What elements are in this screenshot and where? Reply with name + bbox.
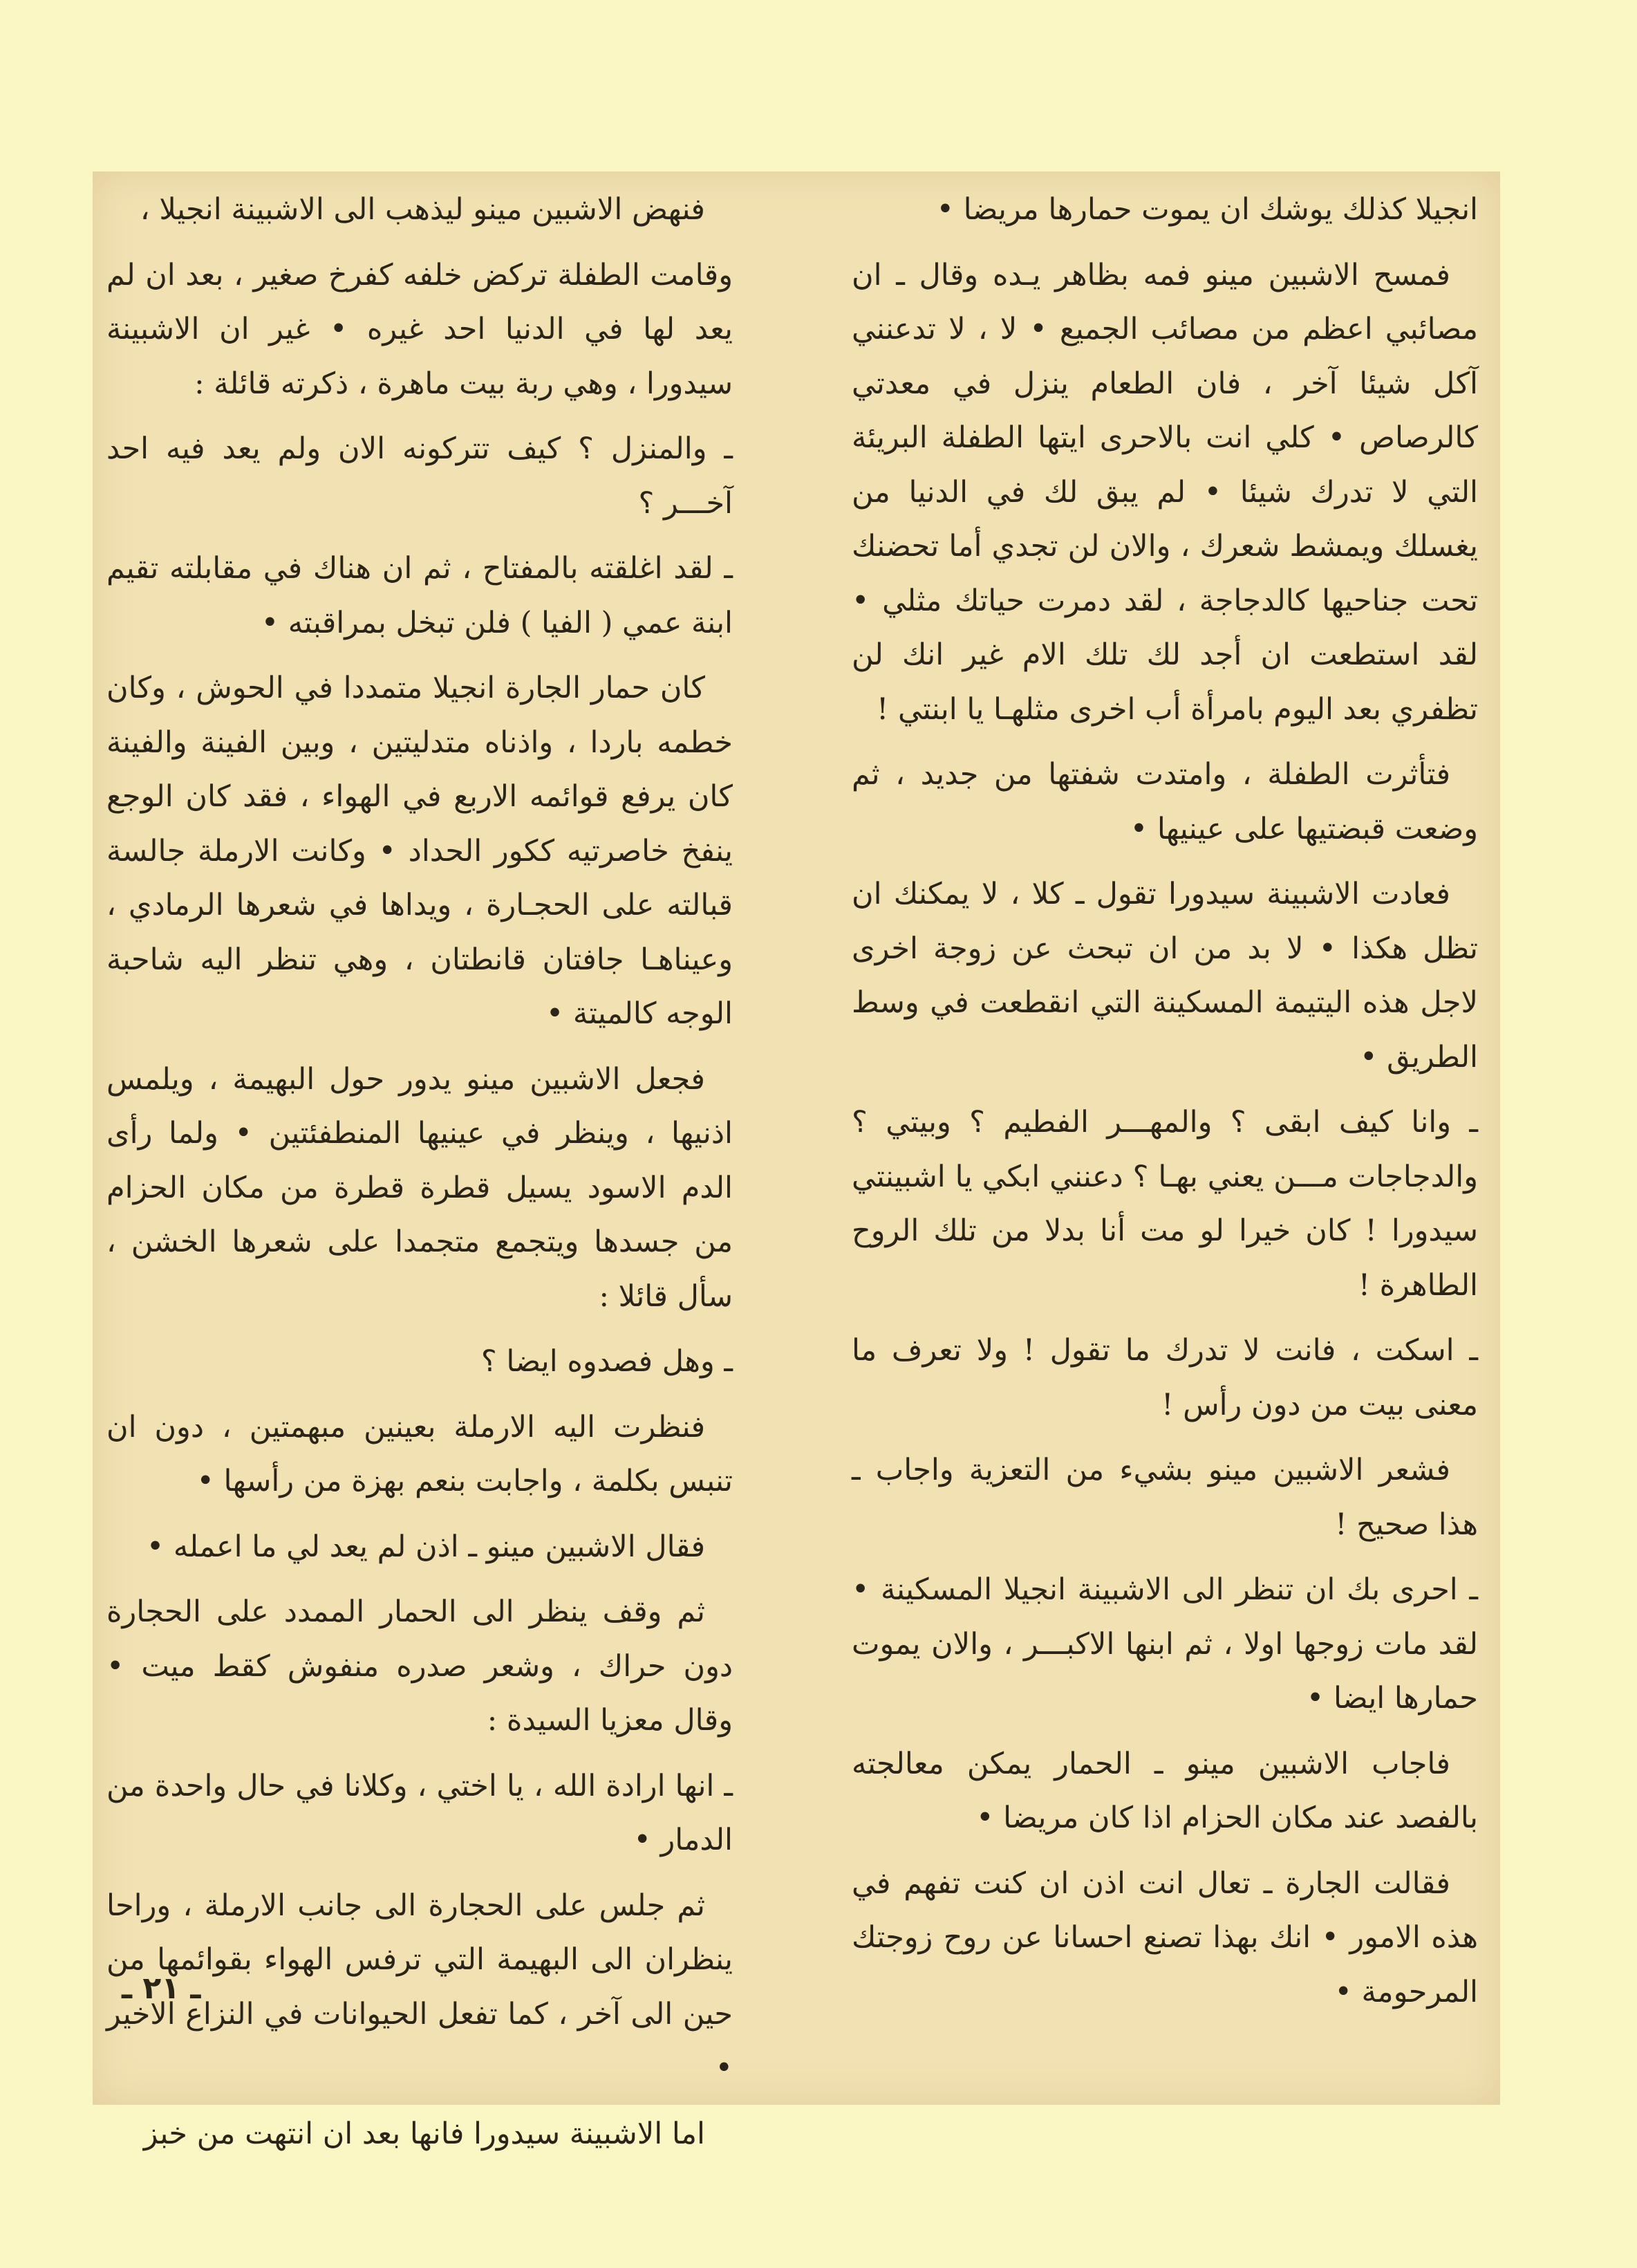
paragraph: فقالت الجارة ـ تعال انت اذن ان كنت تفهم في هذه الامور • انك بهذا تصنع احسانا عن روح زوجتك المرحومة • (852, 1866, 1478, 2009)
text-column-right (852, 183, 1478, 2030)
paragraph: فتأثرت الطفلة ، وامتدت شفتها من جديد ، ثم وضعت قبضتيها على عينيها • (852, 757, 1478, 846)
dialog-line: ـ والمنزل ؟ كيف تتركونه الان ولم يعد فيه احد آخـــر ؟ (106, 431, 733, 521)
dialog-line: ـ انها ارادة الله ، يا اختي ، وكلانا في حال واحدة من الدمار • (106, 1768, 733, 1857)
paragraph: فقال الاشبين مينو ـ اذن لم يعد لي ما اعمله • (146, 1529, 705, 1564)
paragraph: ثم وقف ينظر الى الحمار الممدد على الحجارة دون حراك ، وشعر صدره منفوش كقط ميت • وقال معزيا السيدة : (106, 1595, 733, 1738)
dialog-line: ـ وانا كيف ابقى ؟ والمهـــر الفطيم ؟ وبيتي ؟ والدجاجات مـــن يعني بهـا ؟ دعنني ابكي يا اشبينتي سيدورا ! كان خيرا لو مت أنا بدلا من تلك الروح الطاهرة ! (852, 1105, 1478, 1303)
dialog-line: ـ احرى بك ان تنظر الى الاشبينة انجيلا المسكينة • لقد مات زوجها اولا ، ثم ابنها الاكبـــر ، والان يموت حمارها ايضا • (852, 1572, 1478, 1716)
page-number: ـ ٢١ ـ (122, 1971, 201, 2006)
paragraph: اما الاشبينة سيدورا فانها بعد ان انتهت من خبز (143, 2116, 705, 2151)
paragraph: فجعل الاشبين مينو يدور حول البهيمة ، ويلمس اذنيها ، وينظر في عينيها المنطفئتين • ولما رأى الدم الاسود يسيل قطرة قطرة من مكان الحزام من جسدها ويتجمع متجمدا على شعرها الخشن ، سأل قائلا : (106, 1061, 733, 1314)
paragraph: كان حمار الجارة انجيلا متمددا في الحوش ، وكان خطمه باردا ، واذناه متدليتين ، وبين الفينة والفينة كان يرفع قوائمه الاربع في الهواء ، فقد كان الوجع ينفخ خاصرتيه ككور الحداد • وكانت الارملة جالسة قبالته على الحجـارة ، ويداها في شعرها الرمادي ، وعيناهـا جافتان قانطتان ، وهي تنظر اليه شاحبة الوجه كالميتة • (106, 671, 733, 1031)
dialog-line: ـ وهل فصدوه ايضا ؟ (480, 1344, 733, 1379)
dialog-line: ـ لقد اغلقته بالمفتاح ، ثم ان هناك في مقابلته تقيم ابنة عمي ( الفيا ) فلن تبخل بمراقبته • (106, 551, 733, 640)
paragraph: انجيلا كذلك يوشك ان يموت حمارها مريضا • (936, 192, 1478, 227)
paragraph: وقامت الطفلة تركض خلفه كفرخ صغير ، بعد ان لم يعد لها في الدنيا احد غيره • غير ان الاشبينة سيدورا ، وهي ربة بيت ماهرة ، ذكرته قائلة : (106, 257, 733, 401)
paragraph: ثم جلس على الحجارة الى جانب الارملة ، وراحا ينظران الى البهيمة التي ترفس الهواء بقوائمها من حين الى آخر ، كما تفعل الحيوانات في النزاع الاخير • (106, 1888, 733, 2085)
text-column-left (106, 183, 733, 2172)
paragraph: فنهض الاشبين مينو ليذهب الى الاشبينة انجيلا ، (140, 192, 705, 227)
paragraph: فمسح الاشبين مينو فمه بظاهر يـده وقال ـ ان مصائبي اعظم من مصائب الجميع • لا ، لا تدعنني آكل شيئا آخر ، فان الطعام ينزل في معدتي كالرصاص • كلي انت بالاحرى ايتها الطفلة البريئة التي لا تدرك شيئا • لم يبق لك في الدنيا من يغسلك ويمشط شعرك ، والان لن تجدي أما تحضنك تحت جناحيها كالدجاجة ، لقد دمرت حياتك مثلي • لقد استطعت ان أجد لك تلك الام غير انك لن تظفري بعد اليوم بامرأة أب اخرى مثلهـا يا ابنتي ! (852, 257, 1478, 727)
paragraph: فعادت الاشبينة سيدورا تقول ـ كلا ، لا يمكنك ان تظل هكذا • لا بد من ان تبحث عن زوجة اخرى لاجل هذه اليتيمة المسكينة التي انقطعت في وسط الطريق • (852, 877, 1478, 1075)
paragraph: فشعر الاشبين مينو بشيء من التعزية واجاب ـ هذا صحيح ! (852, 1453, 1478, 1542)
paragraph: فاجاب الاشبين مينو ـ الحمار يمكن معالجته بالفصد عند مكان الحزام اذا كان مريضا • (852, 1746, 1478, 1835)
dialog-line: ـ اسكت ، فانت لا تدرك ما تقول ! ولا تعرف ما معنى بيت من دون رأس ! (852, 1333, 1478, 1422)
paragraph: فنظرت اليه الارملة بعينين مبهمتين ، دون ان تنبس بكلمة ، واجابت بنعم بهزة من رأسها • (106, 1409, 733, 1498)
